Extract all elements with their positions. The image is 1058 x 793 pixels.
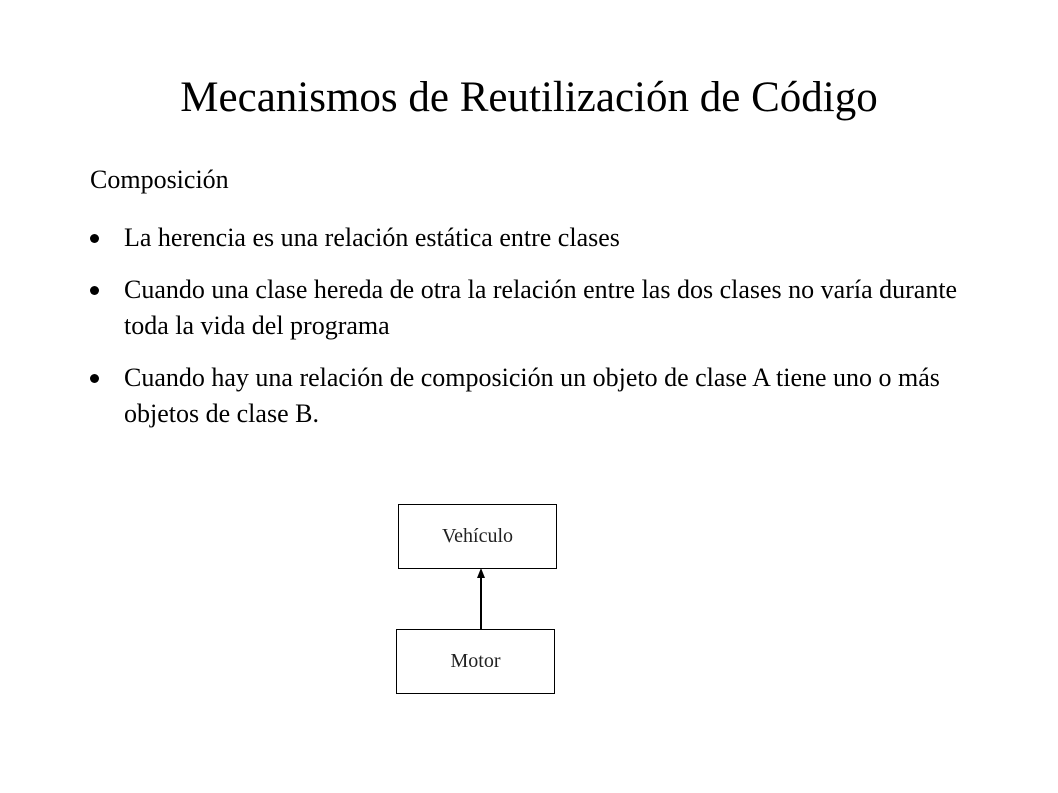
section-heading: Composición <box>90 165 229 194</box>
bullet-text: La herencia es una relación estática entre clases <box>124 223 620 252</box>
bullet-list <box>90 220 990 448</box>
vehiculo-class-label: Vehículo <box>441 525 514 547</box>
bullet-dot-icon <box>90 234 99 243</box>
bullet-dot-icon <box>90 286 99 295</box>
motor-class-box <box>396 629 555 694</box>
bullet-text: Cuando hay una relación de composición un objeto de clase A tiene uno o más objetos de clase B. <box>124 363 940 428</box>
bullet-item <box>90 272 990 344</box>
bullet-text: Cuando una clase hereda de otra la relación entre las dos clases no varía durante toda la vida del programa <box>124 275 958 340</box>
bullet-item <box>90 360 990 432</box>
bullet-item <box>90 220 990 256</box>
composition-arrow-icon <box>466 566 496 632</box>
slide-title: Mecanismos de Reutilización de Código <box>180 74 878 121</box>
arrow-head <box>477 568 485 578</box>
motor-class-label: Motor <box>450 650 501 672</box>
vehiculo-class-box <box>398 504 557 569</box>
bullet-dot-icon <box>90 374 99 383</box>
